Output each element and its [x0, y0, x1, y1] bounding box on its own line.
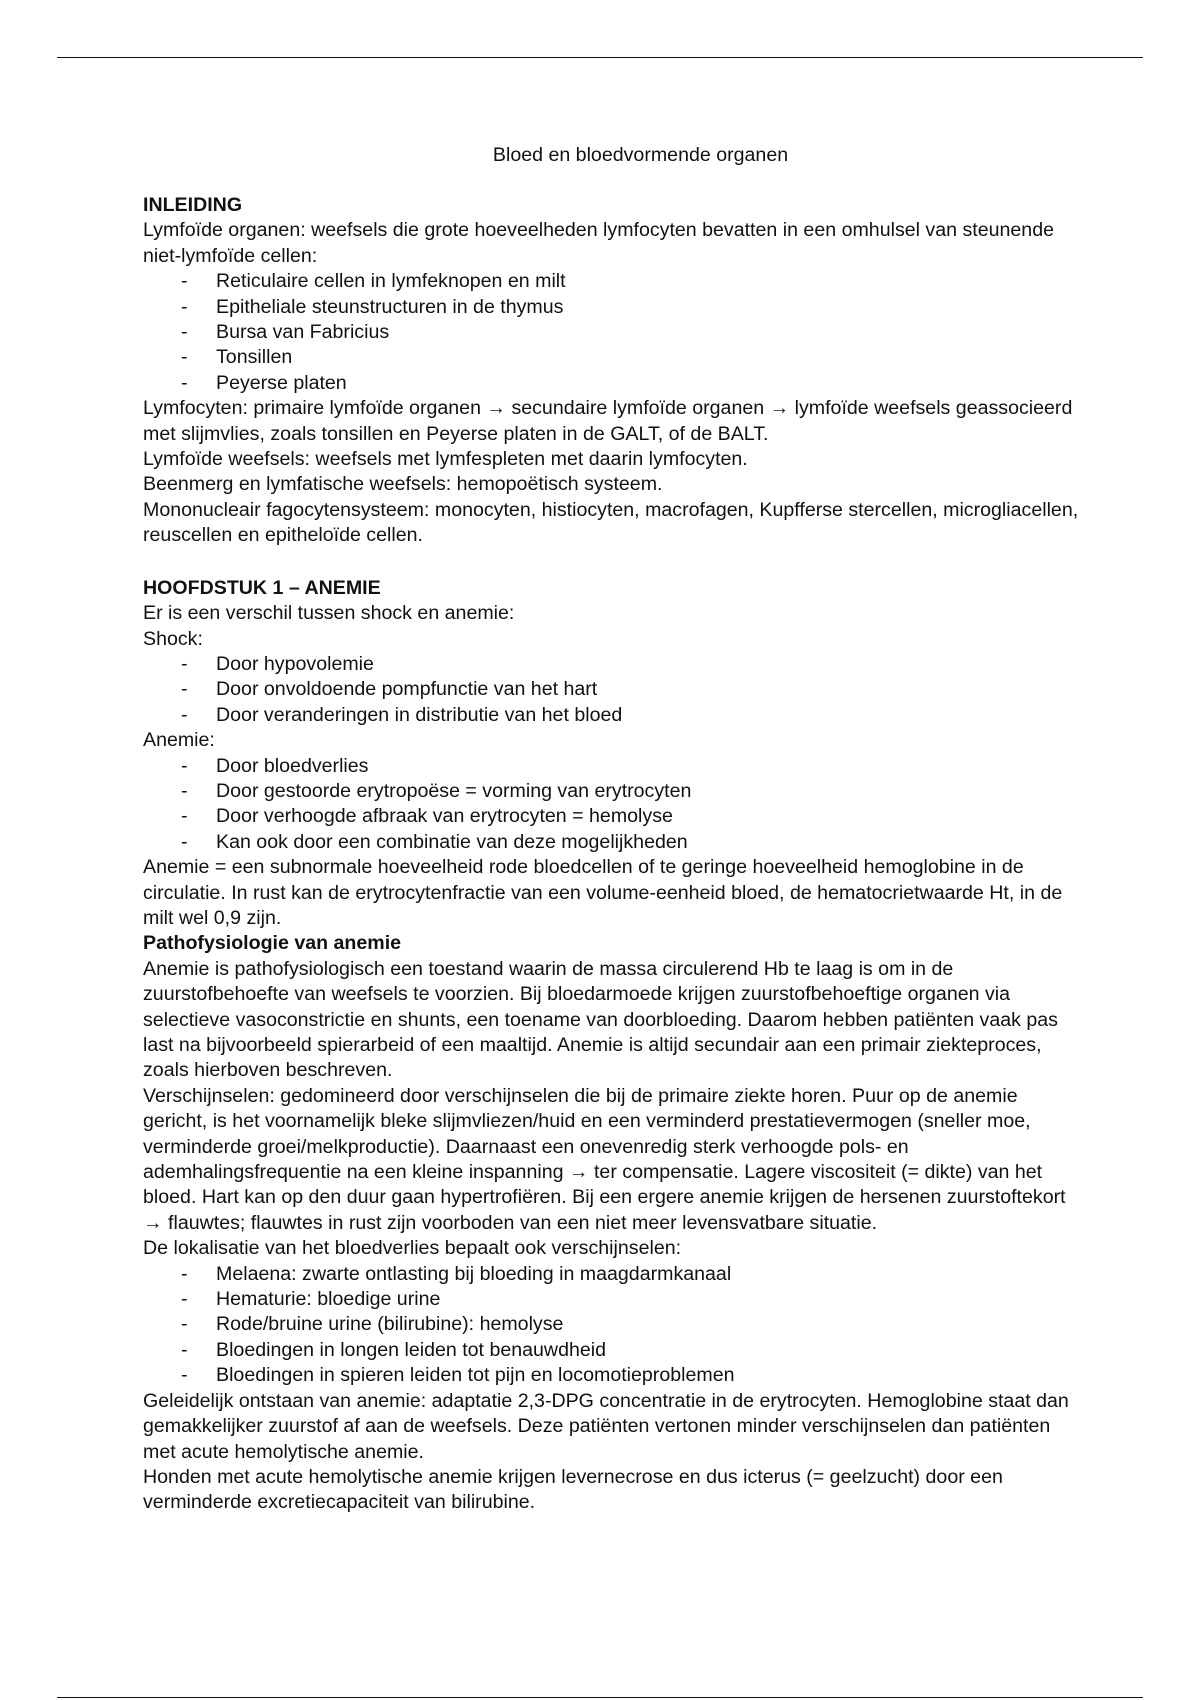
list-label-anemie: Anemie:: [143, 729, 215, 752]
list-item-text: Door hypovolemie: [216, 652, 374, 675]
paragraph: Mononucleair fagocytensysteem: monocyten, histiocyten, macrofagen, Kupfferse stercellen, microgliacellen, reuscellen en epitheloïde cellen.: [143, 498, 1079, 547]
list-item-text: Hematurie: bloedige urine: [216, 1288, 441, 1311]
list-item: [143, 703, 1083, 728]
list-dash: -: [181, 703, 188, 726]
list-item-text: Tonsillen: [216, 346, 293, 369]
list-item: [143, 677, 1083, 702]
section-heading-inleiding: INLEIDING: [143, 194, 243, 216]
list-item-text: Door verhoogde afbraak van erytrocyten = hemolyse: [216, 805, 673, 828]
list-dash: -: [181, 1338, 188, 1361]
list-item-text: Melaena: zwarte ontlasting bij bloeding in maagdarmkanaal: [216, 1262, 732, 1285]
subheading-pathofysiologie: Pathofysiologie van anemie: [143, 932, 402, 955]
list-item: [143, 371, 1083, 396]
list-item: [143, 1312, 1083, 1337]
list-item: [143, 1363, 1083, 1388]
document-body: [143, 143, 1083, 1516]
list-item: [143, 1338, 1083, 1363]
list-dash: -: [181, 754, 188, 777]
list-item-text: Bloedingen in longen leiden tot benauwdheid: [216, 1338, 607, 1361]
list-dash: -: [181, 270, 188, 293]
list-label-shock: Shock:: [143, 627, 203, 650]
bullet-list-lymfoide-organen: [143, 269, 1083, 396]
paragraph: Honden met acute hemolytische anemie krijgen levernecrose en dus icterus (= geelzucht) door een verminderde excretiecapaciteit van bilirubine.: [143, 1465, 1003, 1514]
section-heading-anemie: HOOFDSTUK 1 – ANEMIE: [143, 576, 381, 599]
list-item-text: Reticulaire cellen in lymfeknopen en milt: [216, 270, 566, 293]
list-item-text: Bloedingen in spieren leiden tot pijn en locomotieproblemen: [216, 1364, 735, 1387]
section-spacer: [143, 549, 1083, 576]
list-item-text: Door veranderingen in distributie van het bloed: [216, 703, 623, 726]
bullet-list-lokalisatie: [143, 1262, 1083, 1389]
paragraph: De lokalisatie van het bloedverlies bepaalt ook verschijnselen:: [143, 1237, 682, 1260]
document-title: Bloed en bloedvormende organen: [492, 144, 789, 166]
paragraph: Lymfocyten: primaire lymfoïde organen → secundaire lymfoïde organen → lymfoïde weefsels geassocieerd met slijmvlies, zoals tonsillen en Peyerse platen in de GALT, of de BALT.: [143, 397, 1073, 445]
list-item: [143, 830, 1083, 855]
list-item: [143, 652, 1083, 677]
list-item: [143, 295, 1083, 320]
list-item-text: Rode/bruine urine (bilirubine): hemolyse: [216, 1313, 564, 1336]
paragraph: Anemie = een subnormale hoeveelheid rode bloedcellen of te geringe hoeveelheid hemoglobine in de circulatie. In rust kan de erytrocytenfractie van een volume-eenheid bloed, de hematocrietwaarde Ht, in de milt wel 0,9 zijn.: [143, 856, 1063, 929]
bullet-list-anemie: [143, 754, 1083, 856]
list-dash: -: [181, 1313, 188, 1336]
list-dash: -: [181, 1262, 188, 1285]
list-item-text: Peyerse platen: [216, 371, 347, 394]
paragraph: Lymfoïde organen: weefsels die grote hoeveelheden lymfocyten bevatten in een omhulsel van steunende niet-lymfoïde cellen:: [143, 219, 1054, 267]
list-dash: -: [181, 830, 188, 853]
list-dash: -: [181, 678, 188, 701]
list-item: [143, 1287, 1083, 1312]
list-item-text: Epitheliale steunstructuren in de thymus: [216, 295, 564, 318]
list-item-text: Door gestoorde erytropoëse = vorming van erytrocyten: [216, 779, 692, 802]
list-dash: -: [181, 371, 188, 394]
list-item: [143, 804, 1083, 829]
paragraph: Beenmerg en lymfatische weefsels: hemopoëtisch systeem.: [143, 473, 663, 496]
list-dash: -: [181, 321, 188, 344]
list-item-text: Kan ook door een combinatie van deze mogelijkheden: [216, 830, 688, 853]
list-item: [143, 754, 1083, 779]
paragraph: Anemie is pathofysiologisch een toestand waarin de massa circulerend Hb te laag is om in de zuurstofbehoefte van weefsels te voorzien. Bij bloedarmoede krijgen zuurstofbehoeftige organen via selectieve vasoconstrictie en shunts, een toename van doorbloeding. Daarom hebben patiënten vaak pas last na bijvoorbeeld spierarbeid of een maaltijd. Anemie is altijd secundair aan een primair ziekteproces, zoals hierboven beschreven.: [143, 957, 1058, 1082]
list-item: [143, 269, 1083, 294]
paragraph: Geleidelijk ontstaan van anemie: adaptatie 2,3-DPG concentratie in de erytrocyten. Hemoglobine staat dan gemakkelijker zuurstof af aan de weefsels. Deze patiënten vertonen minder verschijnselen dan patiënten met acute hemolytische anemie.: [143, 1389, 1069, 1463]
bottom-rule: [57, 1697, 1143, 1698]
list-item: [143, 1262, 1083, 1287]
list-item-text: Door bloedverlies: [216, 754, 369, 777]
list-dash: -: [181, 779, 188, 802]
list-dash: -: [181, 1288, 188, 1311]
list-dash: -: [181, 1364, 188, 1387]
paragraph: Lymfoïde weefsels: weefsels met lymfespleten met daarin lymfocyten.: [143, 448, 748, 471]
list-item-text: Door onvoldoende pompfunctie van het hart: [216, 678, 598, 701]
paragraph: Verschijnselen: gedomineerd door verschijnselen die bij de primaire ziekte horen. Puur op de anemie gericht, is het voornamelijk bleke slijmvliezen/huid en een verminderd prestatievermogen (sneller moe, verminderde groei/melkproductie). Daarnaast een onevenredig sterk verhoogde pols- en ademhalingsfrequentie na een kleine inspanning → ter compensatie. Lagere viscositeit (= dikte) van het bloed. Hart kan op den duur gaan hypertrofiëren. Bij een ergere anemie krijgen de hersenen zuurstoftekort → flauwtes; flauwtes in rust zijn voorboden van een niet meer levensvatbare situatie.: [143, 1084, 1066, 1234]
paragraph: Er is een verschil tussen shock en anemie:: [143, 602, 515, 625]
list-item: [143, 345, 1083, 370]
list-dash: -: [181, 652, 188, 675]
list-item: [143, 320, 1083, 345]
top-rule: [57, 57, 1143, 58]
list-item: [143, 779, 1083, 804]
list-dash: -: [181, 295, 188, 318]
bullet-list-shock: [143, 652, 1083, 728]
list-dash: -: [181, 805, 188, 828]
list-item-text: Bursa van Fabricius: [216, 321, 390, 344]
list-dash: -: [181, 346, 188, 369]
